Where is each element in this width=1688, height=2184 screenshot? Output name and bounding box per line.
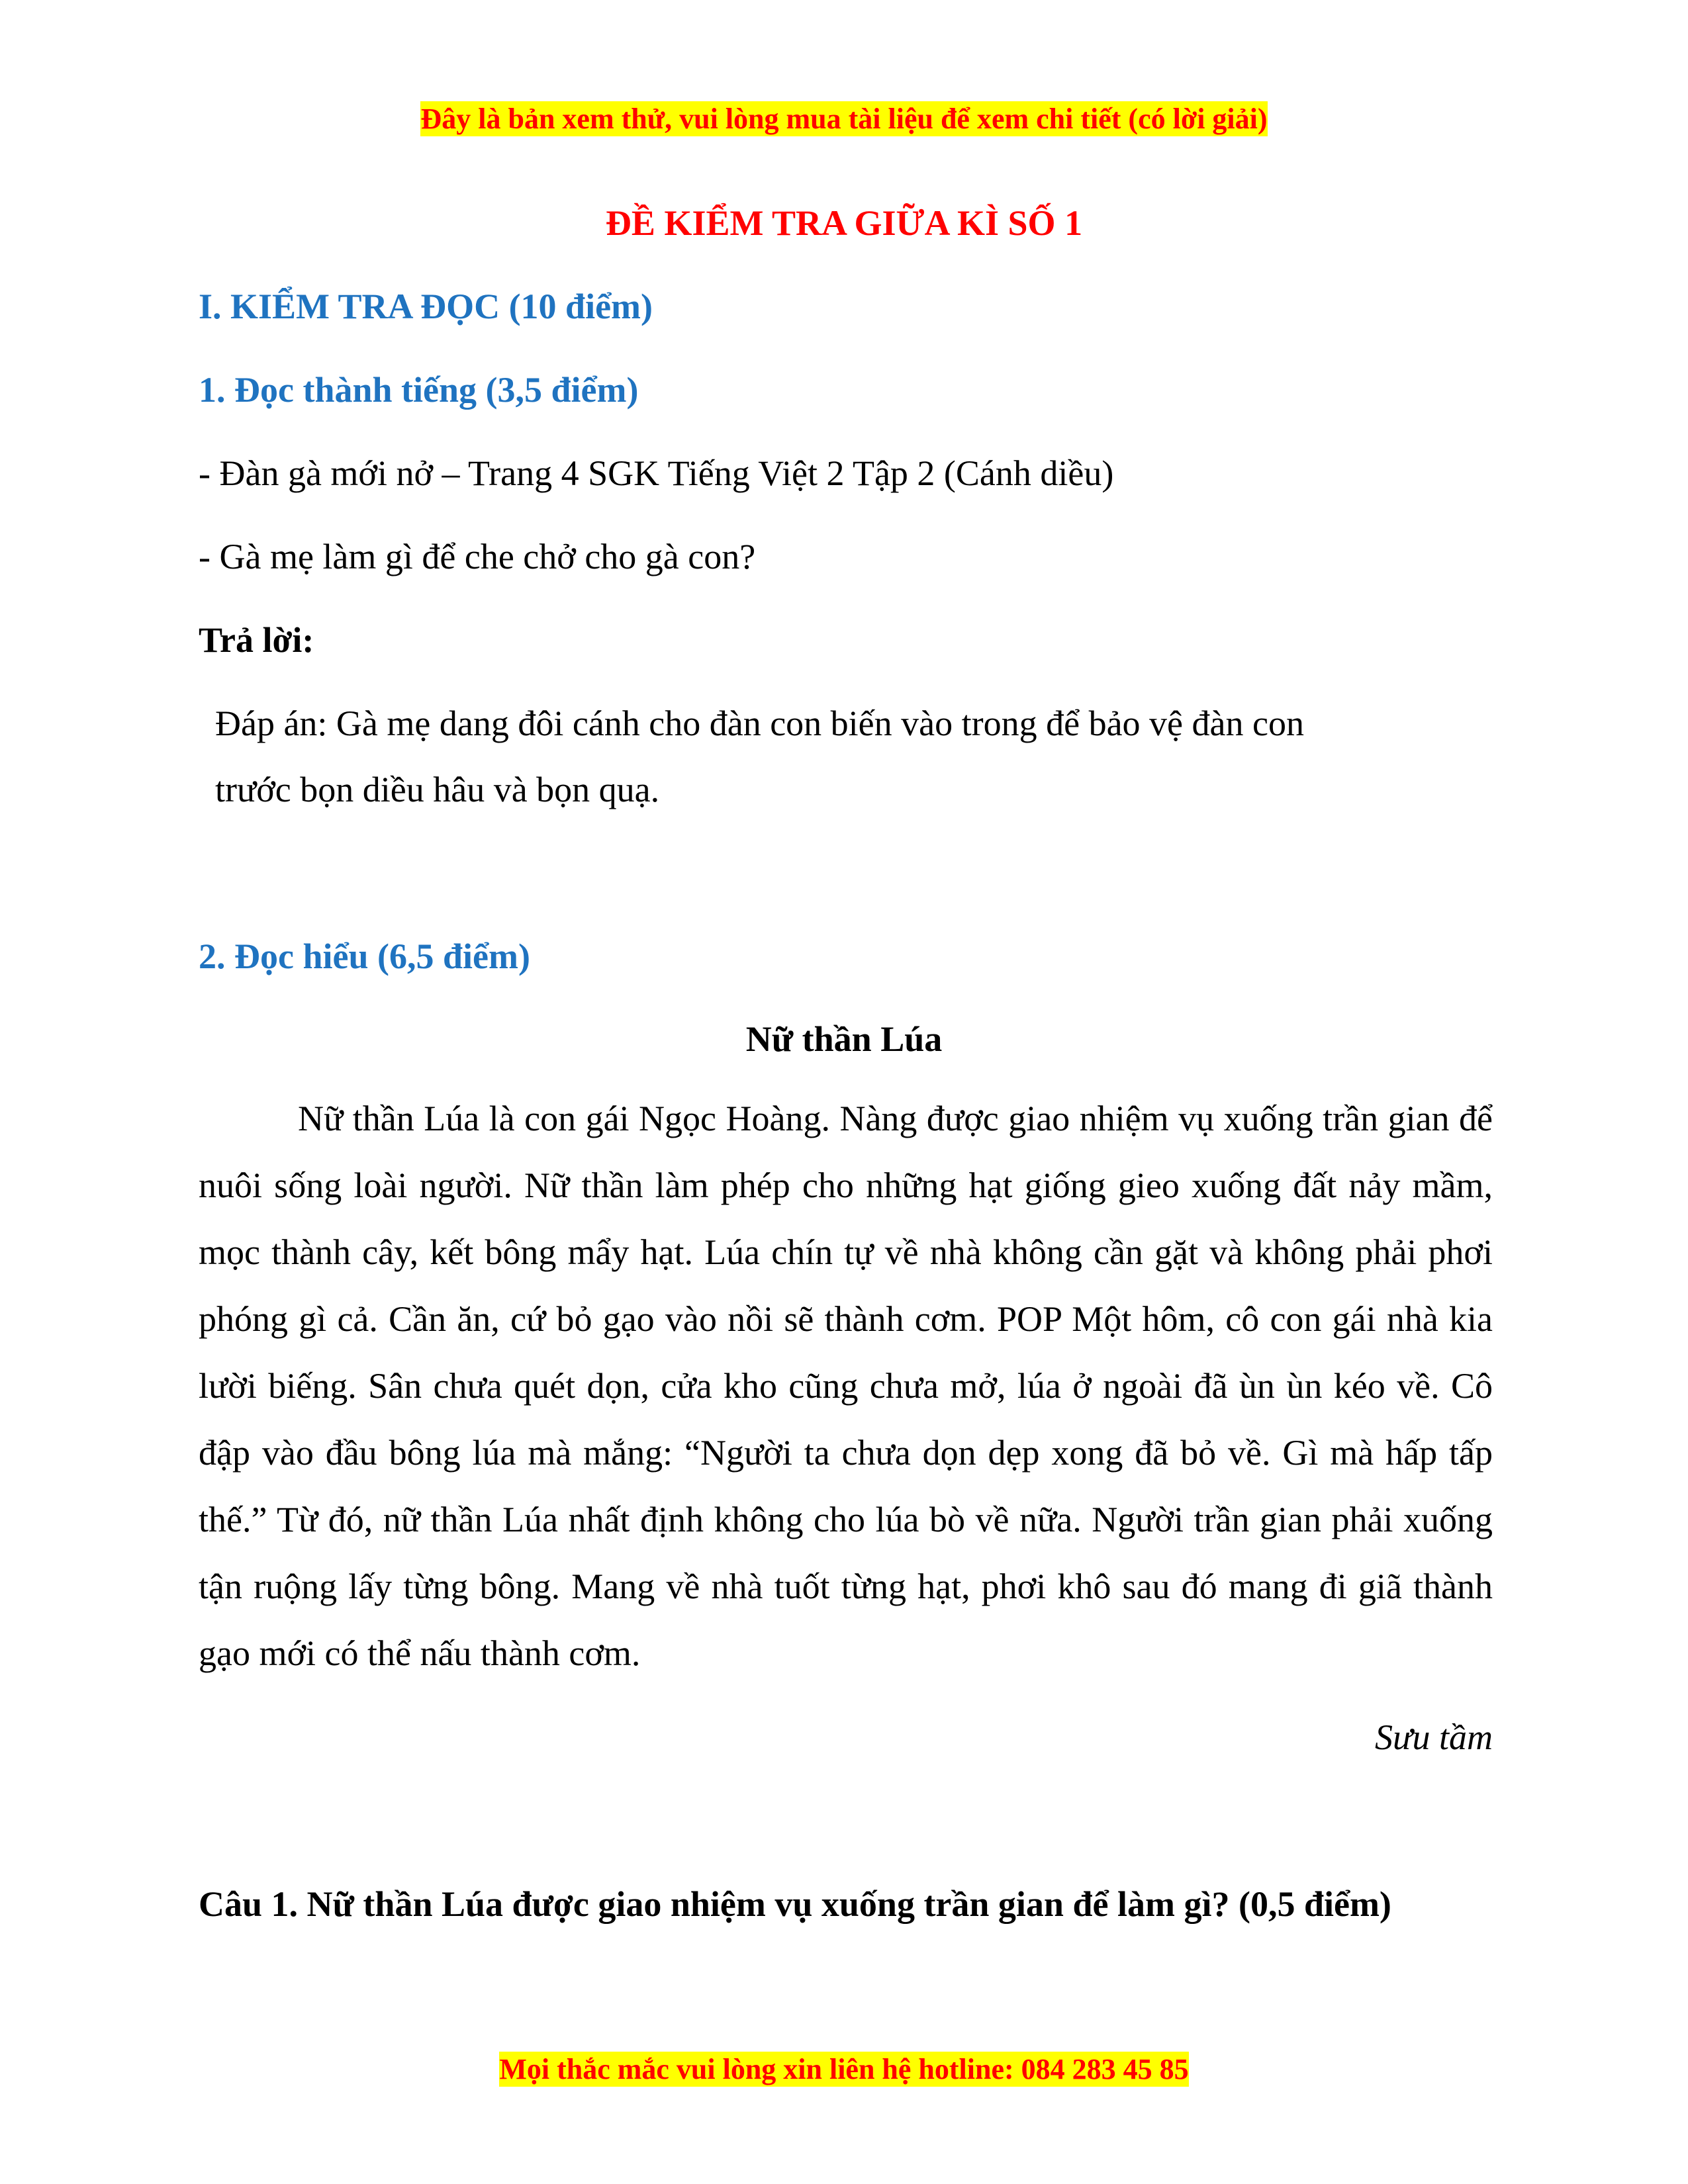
story-title: Nữ thần Lúa (745, 1019, 943, 1059)
question-1: Câu 1. Nữ thần Lúa được giao nhiệm vụ xuống trần gian để làm gì? (0,5 điểm) (199, 1884, 1391, 1924)
preview-notice-text: Đây là bản xem thử, vui lòng mua tài liệu để xem chi tiết (có lời giải) (420, 103, 1268, 135)
reading-assignment-line: - Đàn gà mới nở – Trang 4 SGK Tiếng Việt 2 Tập 2 (Cánh diều) (199, 453, 1114, 493)
preview-notice-banner (0, 105, 1688, 134)
section-heading-reading: I. KIỂM TRA ĐỌC (10 điểm) (199, 287, 653, 326)
story-source: Sưu tầm (1375, 1717, 1493, 1757)
hotline-notice-text: Mọi thắc mắc vui lòng xin liên hệ hotline: 084 283 45 85 (499, 2053, 1189, 2085)
answer-label: Trả lời: (199, 620, 314, 660)
story-paragraph: Nữ thần Lúa là con gái Ngọc Hoàng. Nàng được giao nhiệm vụ xuống trần gian để nuôi sống loài người. Nữ thần làm phép cho những hạt giống gieo xuống đất nảy mầm, mọc thành cây, kết bông mẩy hạt. Lúa chín tự về nhà không cần gặt và không phải phơi phóng gì cả. Cần ăn, cứ bỏ gạo vào nồi sẽ thành cơm. POP Một hôm, cô con gái nhà kia lười biếng. Sân chưa quét dọn, cửa kho cũng chưa mở, lúa ở ngoài đã ùn ùn kéo về. Cô đập vào đầu bông lúa mà mắng: “Người ta chưa dọn dẹp xong đã bỏ về. Gì mà hấp tấp thế.” Từ đó, nữ thần Lúa nhất định không cho lúa bò về nữa. Người trần gian phải xuống tận ruộng lấy từng bông. Mang về nhà tuốt từng hạt, phơi khô sau đó mang đi giã thành gạo mới có thể nấu thành cơm. (199, 1099, 1493, 1673)
answer-line-2: trước bọn diều hâu và bọn quạ. (215, 770, 660, 809)
exam-title: ĐỀ KIỂM TRA GIỮA KÌ SỐ 1 (605, 203, 1083, 243)
answer-line-1: Đáp án: Gà mẹ dang đôi cánh cho đàn con biến vào trong để bảo vệ đàn con (215, 704, 1304, 743)
reading-question-line: - Gà mẹ làm gì để che chở cho gà con? (199, 537, 756, 576)
part-heading-comprehension: 2. Đọc hiểu (6,5 điểm) (199, 936, 530, 976)
part-heading-read-aloud: 1. Đọc thành tiếng (3,5 điểm) (199, 370, 639, 410)
hotline-notice-banner (0, 2055, 1688, 2084)
